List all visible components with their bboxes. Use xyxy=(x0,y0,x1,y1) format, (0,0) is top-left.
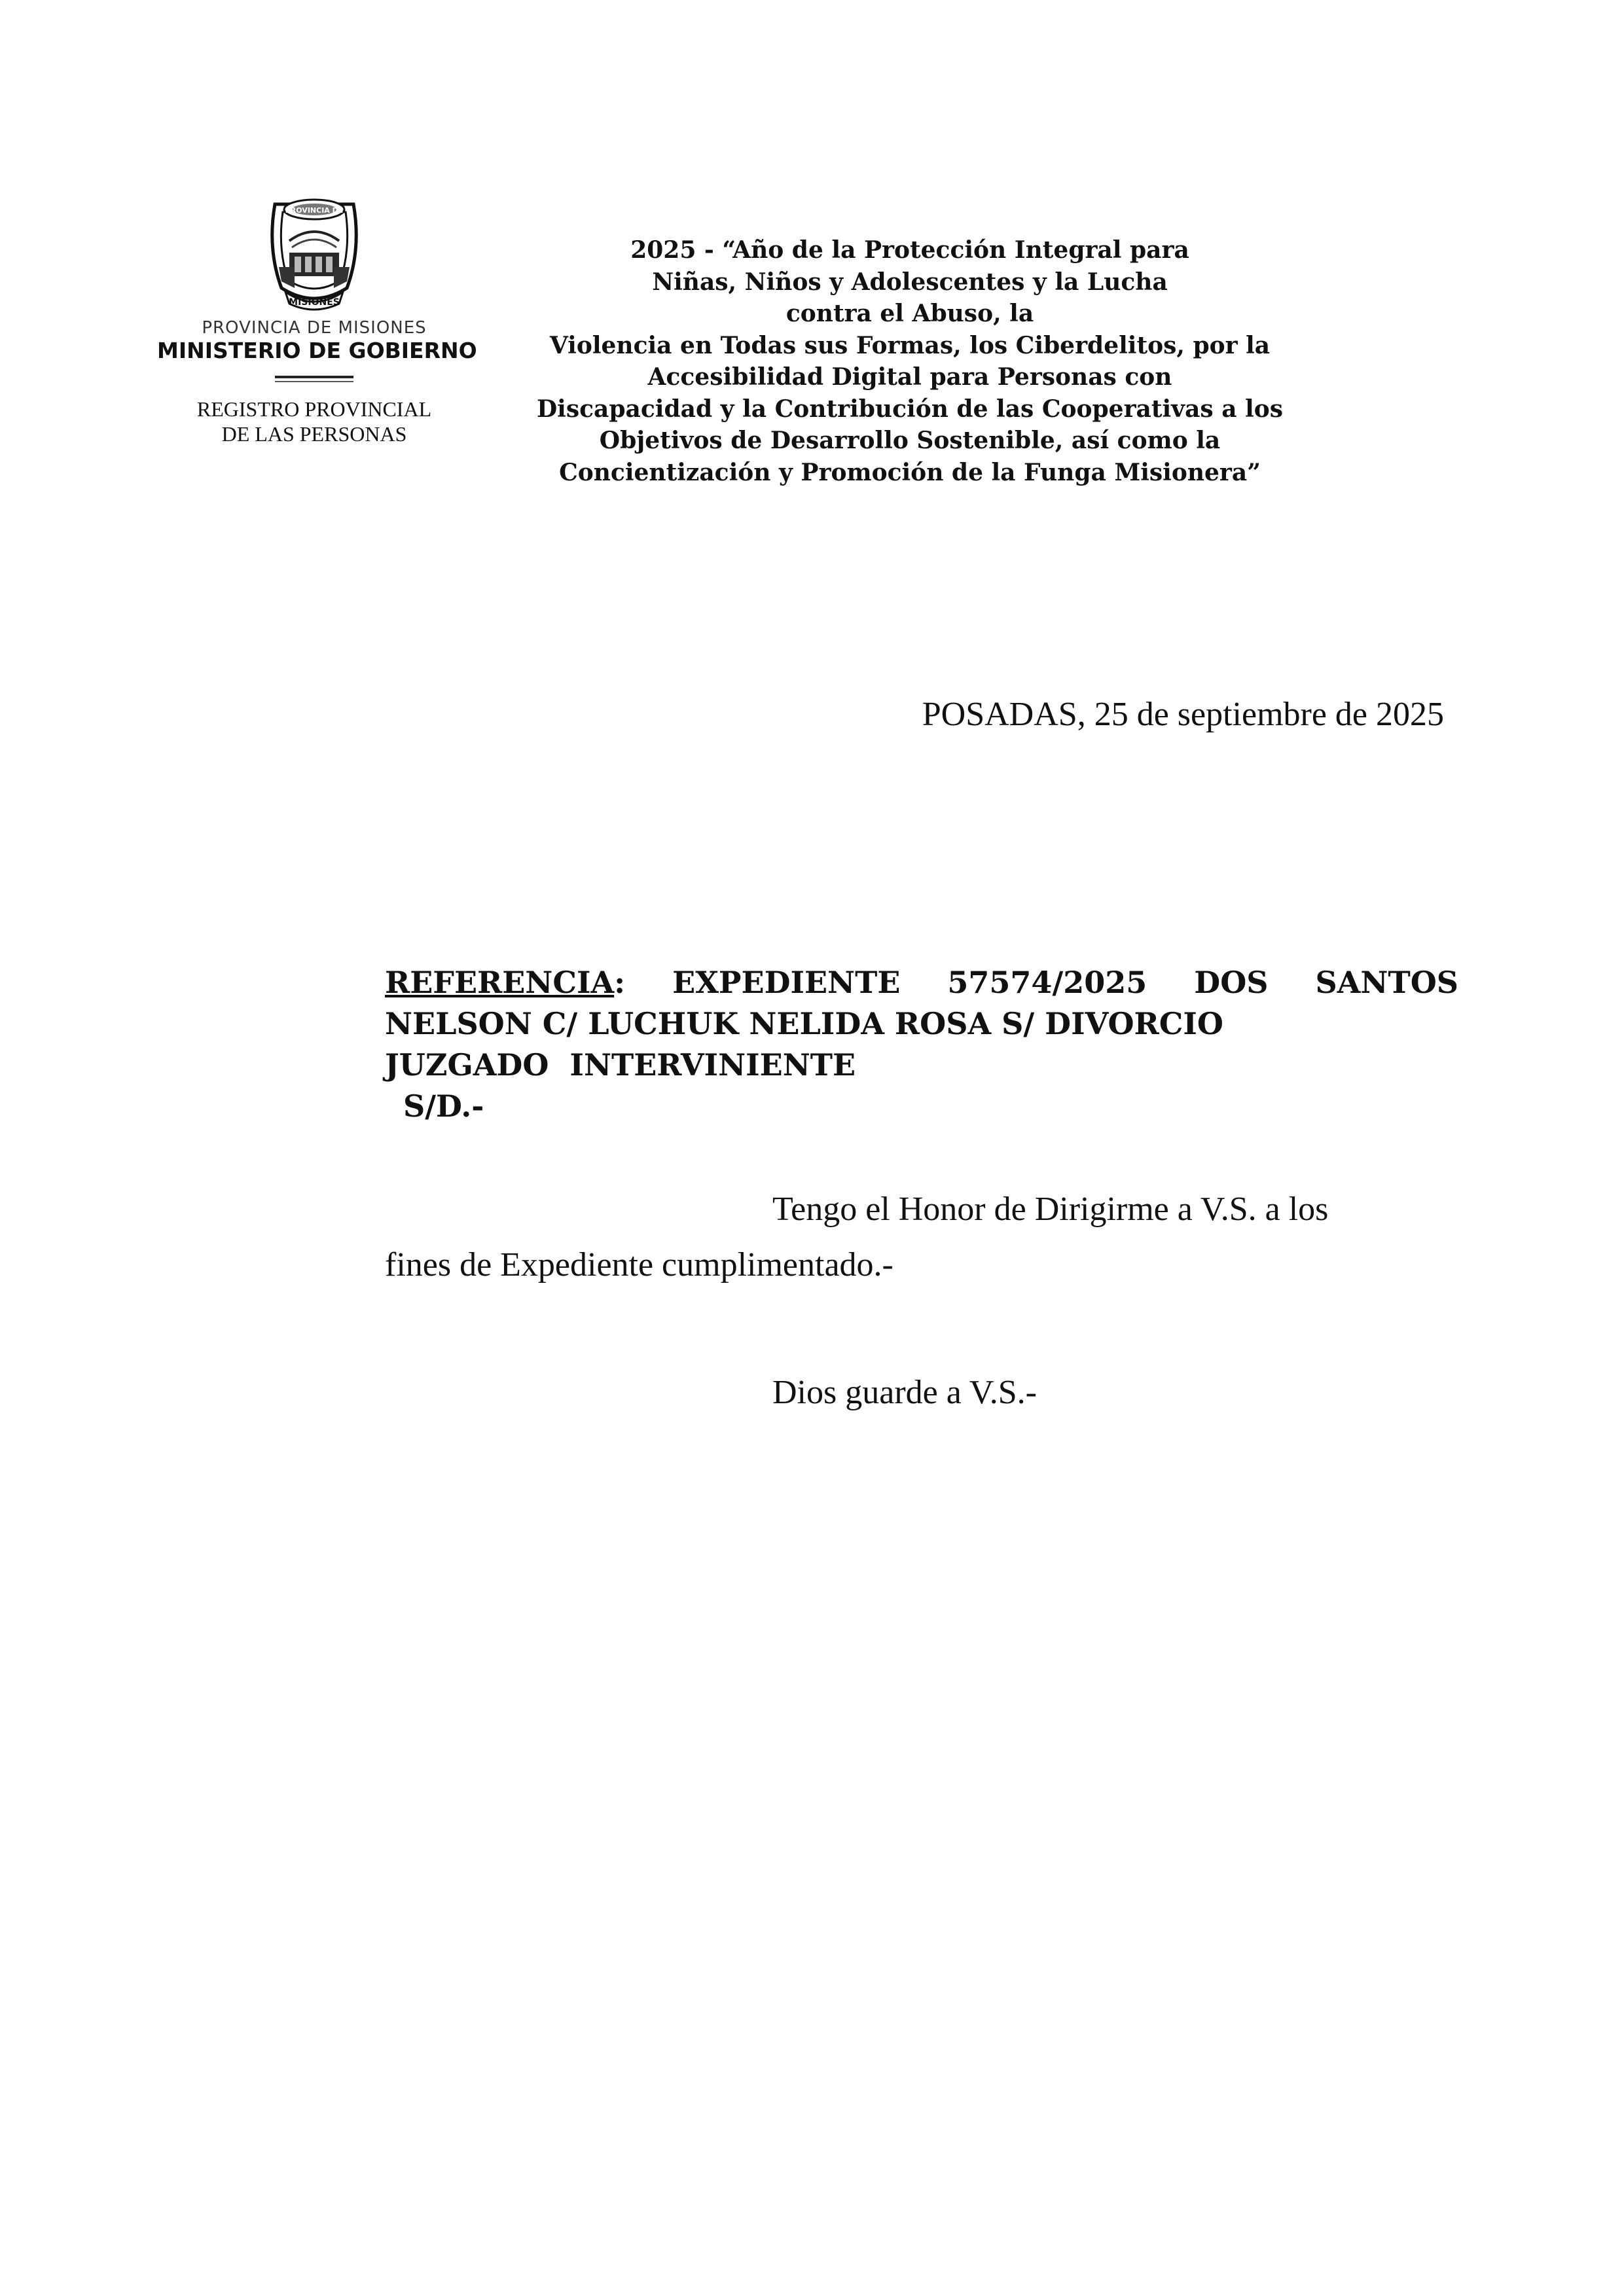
reference-heading xyxy=(385,962,625,1003)
place-date: POSADAS, 25 de septiembre de 2025 xyxy=(922,696,1444,733)
reference-word: DOS xyxy=(1194,965,1269,1000)
reference-label: REFERENCIA xyxy=(385,965,615,1000)
year-motto xyxy=(458,234,1362,488)
motto-line: 2025 - “Año de la Protección Integral para xyxy=(630,236,1189,264)
motto-line: Objetivos de Desarrollo Sostenible, así como la xyxy=(599,427,1221,454)
seal-ribbon-text: MISIONES xyxy=(289,297,340,308)
province-name: PROVINCIA DE MISIONES xyxy=(202,318,427,338)
reference-sd: S/D.- xyxy=(403,1088,484,1124)
provincial-seal-icon xyxy=(249,190,380,314)
registry-line-1: REGISTRO PROVINCIAL xyxy=(196,397,432,421)
motto-line: Concientización y Promoción de la Funga Misionera” xyxy=(559,458,1261,486)
motto-line: Discapacidad y la Contribución de las Cooperativas a los xyxy=(536,395,1284,423)
motto-line: Violencia en Todas sus Formas, los Ciberdelitos, por la xyxy=(549,331,1271,359)
seal-top-text: PROVINCIA DE xyxy=(285,206,344,215)
body-paragraph-line-2: fines de Expediente cumplimentado.- xyxy=(385,1246,893,1283)
reference-block xyxy=(385,962,1458,1127)
ministry-name: MINISTERIO DE GOBIERNO xyxy=(157,338,477,363)
reference-colon: : xyxy=(614,965,626,1000)
registry-line-2: DE LAS PERSONAS xyxy=(221,422,407,446)
reference-word: SANTOS xyxy=(1315,965,1458,1000)
motto-line: contra el Abuso, la xyxy=(785,300,1034,327)
logo-divider xyxy=(275,376,353,378)
closing-line: Dios guarde a V.S.- xyxy=(772,1374,1037,1411)
motto-line: Accesibilidad Digital para Personas con xyxy=(647,363,1172,391)
reference-line-1 xyxy=(385,962,1458,1003)
motto-line: Niñas, Niños y Adolescentes y la Lucha xyxy=(652,268,1168,296)
reference-word: EXPEDIENTE xyxy=(672,965,901,1000)
body-paragraph-line-1: Tengo el Honor de Dirigirme a V.S. a los xyxy=(772,1191,1329,1228)
reference-line-2: NELSON C/ LUCHUK NELIDA ROSA S/ DIVORCIO xyxy=(385,1006,1223,1041)
letterhead-logo xyxy=(157,190,477,446)
logo-divider-thin xyxy=(275,381,353,382)
reference-line-3: JUZGADO INTERVINIENTE xyxy=(385,1047,856,1083)
reference-word: 57574/2025 xyxy=(947,965,1147,1000)
